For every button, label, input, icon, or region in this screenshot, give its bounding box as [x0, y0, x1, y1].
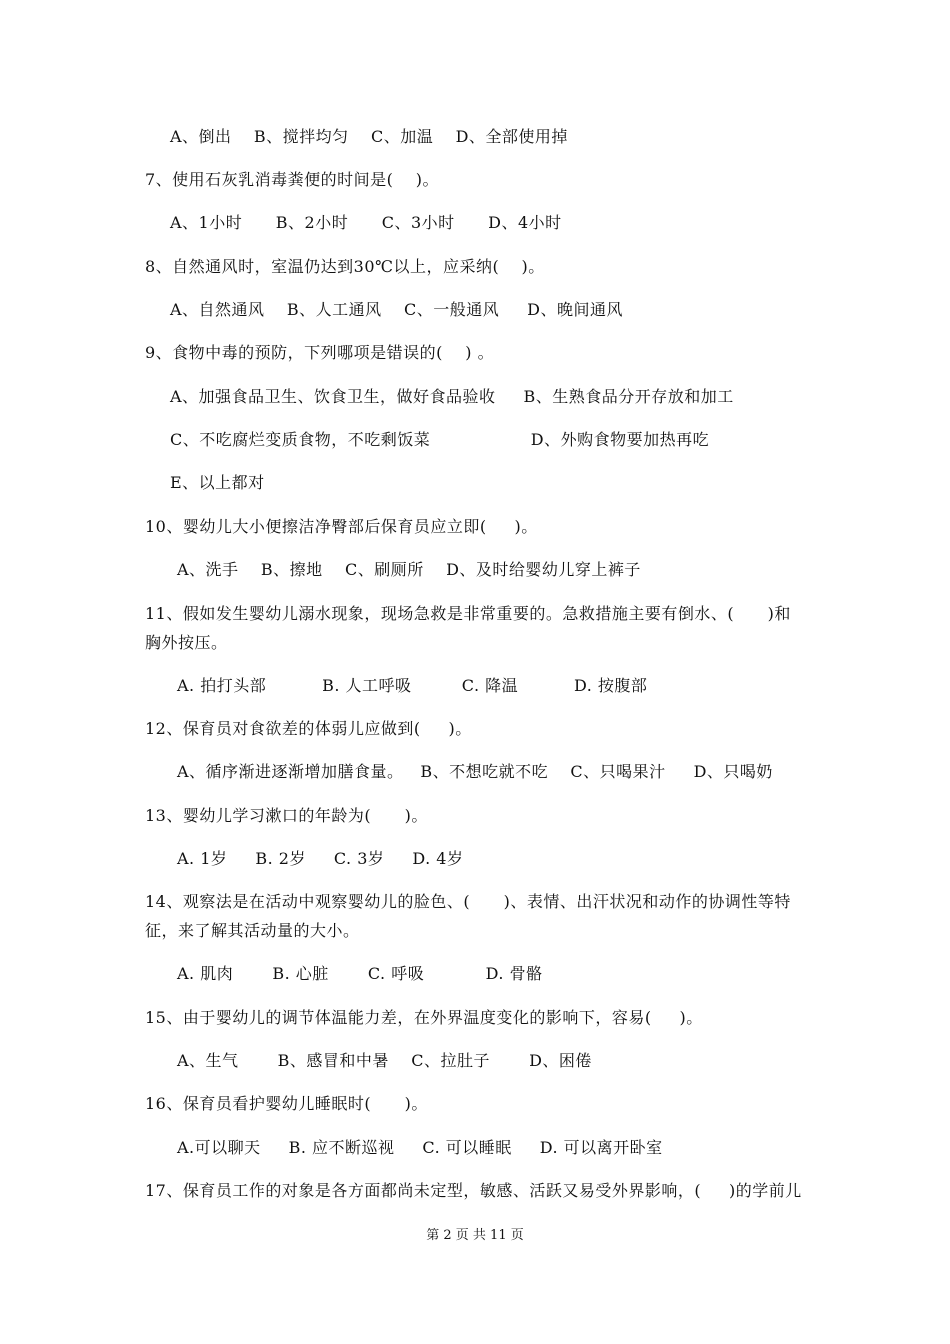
q14-options: A. 肌肉 B. 心脏 C. 呼吸 D. 骨骼 — [177, 964, 543, 983]
question-11: 11、假如发生婴幼儿溺水现象，现场急救是非常重要的。急救措施主要有倒水、( )和 — [145, 604, 791, 623]
question-10: 10、婴幼儿大小便擦洁净臀部后保育员应立即( )。 — [145, 517, 538, 536]
q11-options: A. 拍打头部 B. 人工呼吸 C. 降温 D. 按腹部 — [177, 676, 648, 695]
question-7: 7、使用石灰乳消毒粪便的时间是( )。 — [145, 170, 440, 189]
question-15: 15、由于婴幼儿的调节体温能力差，在外界温度变化的影响下，容易( )。 — [145, 1008, 703, 1027]
q10-options: A、洗手 B、擦地 C、刷厕所 D、及时给婴幼儿穿上裤子 — [177, 560, 641, 579]
question-14: 14、观察法是在活动中观察婴幼儿的脸色、( )、表情、出汗状况和动作的协调性等特 — [145, 892, 791, 911]
q15-options: A、生气 B、感冒和中暑 C、拉肚子 D、困倦 — [177, 1051, 592, 1070]
page-footer: 第 2 页 共 11 页 — [426, 1228, 524, 1243]
q7-options: A、1小时 B、2小时 C、3小时 D、4小时 — [170, 213, 562, 232]
q13-options: A. 1岁 B. 2岁 C. 3岁 D. 4岁 — [177, 849, 464, 868]
q6-options: A、倒出 B、搅拌均匀 C、加温 D、全部使用掉 — [170, 127, 568, 146]
question-13: 13、婴幼儿学习漱口的年龄为( )。 — [145, 806, 428, 825]
question-11-cont: 胸外按压。 — [145, 633, 228, 652]
question-14-cont: 征，来了解其活动量的大小。 — [145, 921, 360, 940]
q9-options-ab: A、加强食品卫生、饮食卫生，做好食品验收 B、生熟食品分开存放和加工 — [170, 387, 734, 406]
q8-options: A、自然通风 B、人工通风 C、一般通风 D、晚间通风 — [170, 300, 624, 319]
q9-options-cd: C、不吃腐烂变质食物，不吃剩饭菜 D、外购食物要加热再吃 — [170, 430, 710, 449]
q12-options: A、循序渐进逐渐增加膳食量。 B、不想吃就不吃 C、只喝果汁 D、只喝奶 — [177, 762, 773, 781]
q9-options-e: E、以上都对 — [170, 473, 265, 492]
question-16: 16、保育员看护婴幼儿睡眠时( )。 — [145, 1094, 428, 1113]
question-17: 17、保育员工作的对象是各方面都尚未定型，敏感、活跃又易受外界影响，( )的学前儿 — [145, 1181, 802, 1200]
question-12: 12、保育员对食欲差的体弱儿应做到( )。 — [145, 719, 472, 738]
question-8: 8、自然通风时，室温仍达到30℃以上，应采纳( )。 — [145, 257, 545, 276]
q16-options: A.可以聊天 B. 应不断巡视 C. 可以睡眠 D. 可以离开卧室 — [177, 1138, 663, 1157]
question-9: 9、食物中毒的预防，下列哪项是错误的( ) 。 — [145, 343, 495, 362]
